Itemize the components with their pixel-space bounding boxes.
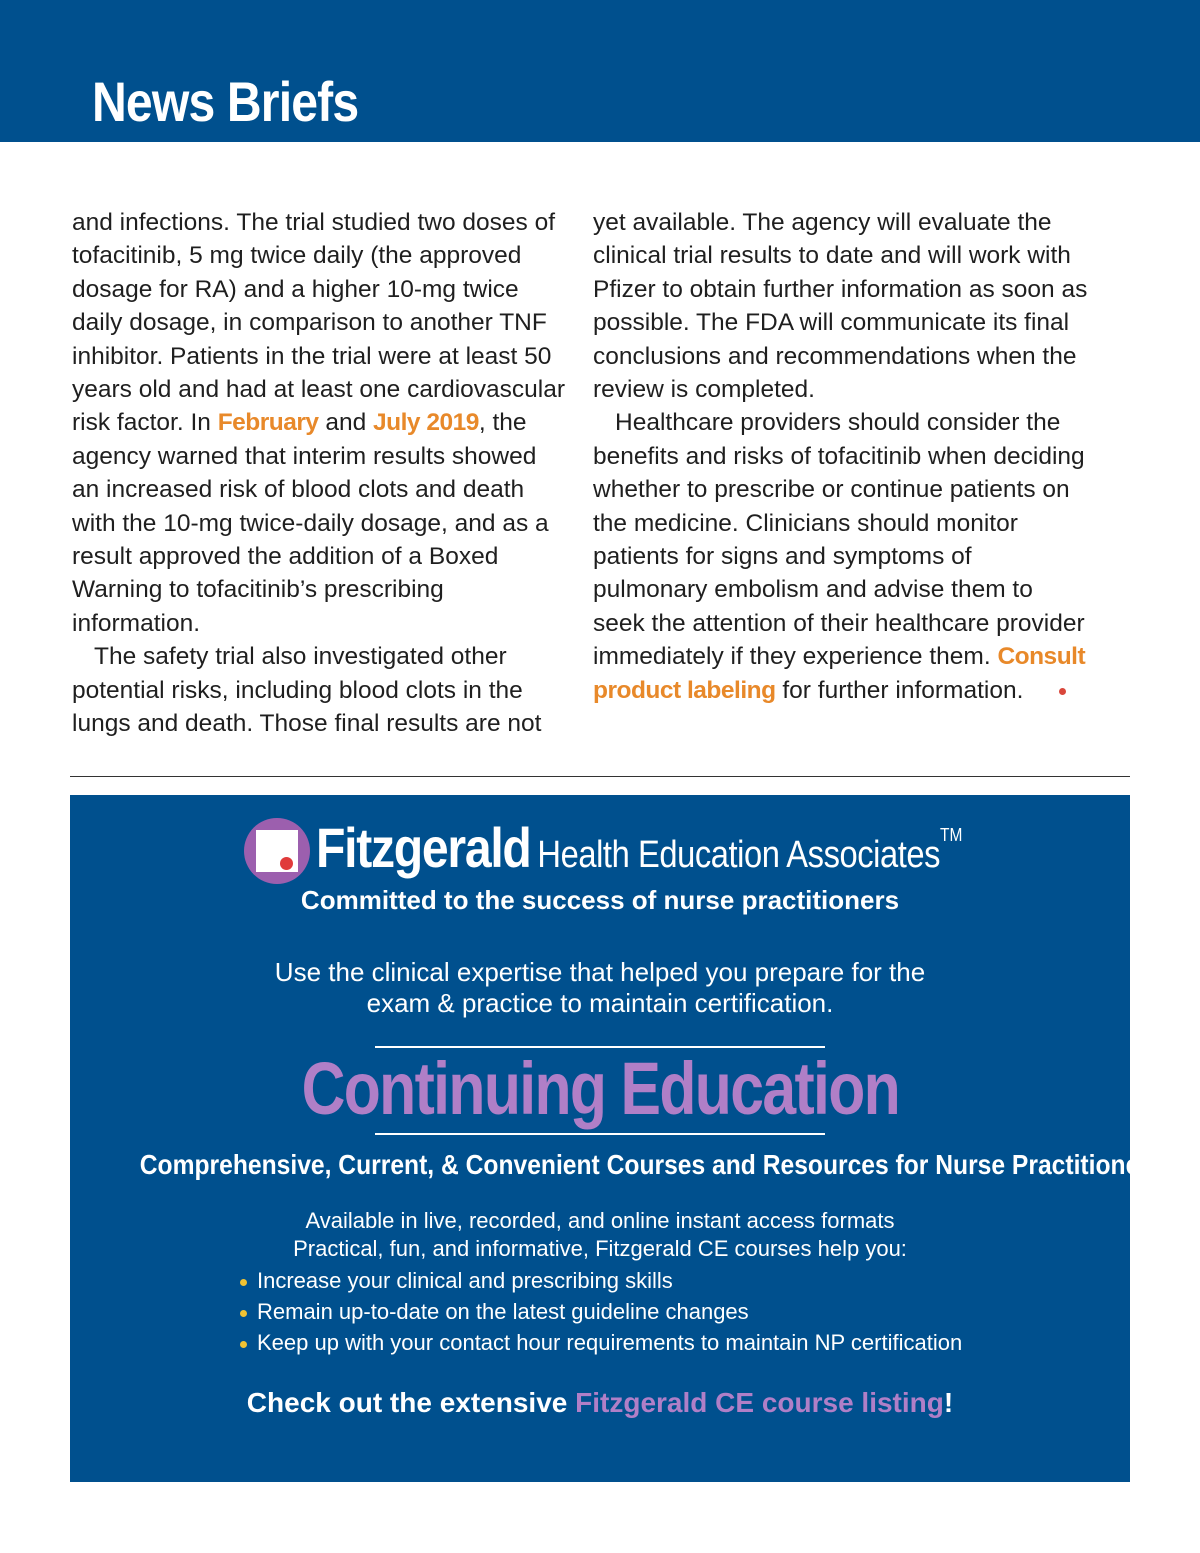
article-column-left: [72, 206, 568, 741]
bullet-icon: [240, 1310, 247, 1317]
ad-headline-text: Continuing Education: [301, 1047, 899, 1130]
list-item-text: Remain up-to-date on the latest guideline changes: [257, 1299, 749, 1324]
february-link[interactable]: February: [217, 409, 319, 437]
product-labeling-link[interactable]: Consult product labeling: [593, 643, 1086, 704]
ad-subtitle: [70, 1147, 1163, 1183]
section-divider: [70, 776, 1130, 777]
ad-availability-line: Available in live, recorded, and online instant access formats: [305, 1208, 895, 1233]
end-of-article-icon: [1059, 688, 1066, 695]
logo-dot: [280, 857, 293, 870]
ad-benefits-list: [240, 1265, 1060, 1358]
list-item-text: Keep up with your contact hour requirements to maintain NP certification: [257, 1330, 963, 1355]
ad-call-to-action: [70, 1383, 1130, 1423]
article-text: and infections. The trial studied two doses of tofacitinib, 5 mg twice daily (the approved dosage for RA) and a higher 10-mg twice daily dosage, in comparison to another TNF inhibitor. Patients in the trial were at least 50 years old and had at least one cardiovascular risk factor. In: [72, 209, 566, 437]
article-paragraph: yet available. The agency will evaluate the clinical trial results to date and will work with Pfizer to obtain further information as soon as possible. The FDA will communicate its final conclusions and recommendations when the review is completed.: [593, 209, 1088, 404]
ad-availability-line: Practical, fun, and informative, Fitzgerald CE courses help you:: [293, 1236, 907, 1261]
brand-wordmark: [316, 815, 962, 888]
ad-tagline: Committed to the success of nurse practitioners: [300, 885, 900, 915]
bullet-icon: [240, 1341, 247, 1348]
article-column-right: [593, 206, 1089, 707]
article-text: and: [318, 409, 374, 437]
page-title: News Briefs: [92, 70, 359, 133]
fitzgerald-logo-icon: [244, 818, 310, 884]
headline-rule-bottom: [375, 1133, 825, 1135]
brand-subtitle: Health Education Associates: [537, 834, 941, 876]
ad-intro-line: exam & practice to maintain certification.: [366, 988, 834, 1018]
article-paragraph: [593, 406, 1089, 707]
course-listing-link[interactable]: Fitzgerald CE course listing: [575, 1387, 944, 1418]
bullet-icon: [240, 1279, 247, 1286]
list-item-text: Increase your clinical and prescribing skills: [257, 1268, 673, 1293]
ad-intro: [70, 957, 1130, 1019]
article-text: , the agency warned that interim results showed an increased risk of blood clots and death with the 10-mg twice-daily dosage, and as a result approved the addition of a Boxed Warning to tofacitinib’s prescribing information.: [72, 409, 549, 637]
article-text: Healthcare providers should consider the benefits and risks of tofacitinib when deciding whether to prescribe or continue patients on the medicine. Clinicians should monitor patients for signs and symptoms of pulmonary embolism and advise them to seek the attention of their healthcare provider immediately if they experience them.: [593, 409, 1085, 671]
list-item: [240, 1327, 1060, 1358]
cta-prefix: Check out the extensive: [246, 1387, 576, 1418]
cta-suffix: !: [943, 1387, 954, 1418]
list-item: [240, 1296, 1060, 1327]
ad-headline: [70, 1047, 1130, 1131]
brand-name: Fitzgerald: [316, 816, 531, 879]
article-text: for further information.: [775, 676, 1024, 704]
july-2019-link[interactable]: July 2019: [373, 409, 479, 437]
article-paragraph: [72, 206, 568, 640]
trademark-mark: TM: [940, 825, 963, 845]
page-header: [0, 0, 1200, 142]
ad-subtitle-text: Comprehensive, Current, & Convenient Courses and Resources for Nurse Practitioners: [139, 1149, 1163, 1180]
article-paragraph: The safety trial also investigated other potential risks, including blood clots in the lungs and death. Those final results are not: [72, 643, 542, 738]
fitzgerald-advertisement[interactable]: [70, 795, 1163, 1482]
list-item: [240, 1265, 1060, 1296]
ad-intro-line: Use the clinical expertise that helped you prepare for the: [274, 957, 926, 987]
ad-availability: [70, 1207, 1130, 1263]
